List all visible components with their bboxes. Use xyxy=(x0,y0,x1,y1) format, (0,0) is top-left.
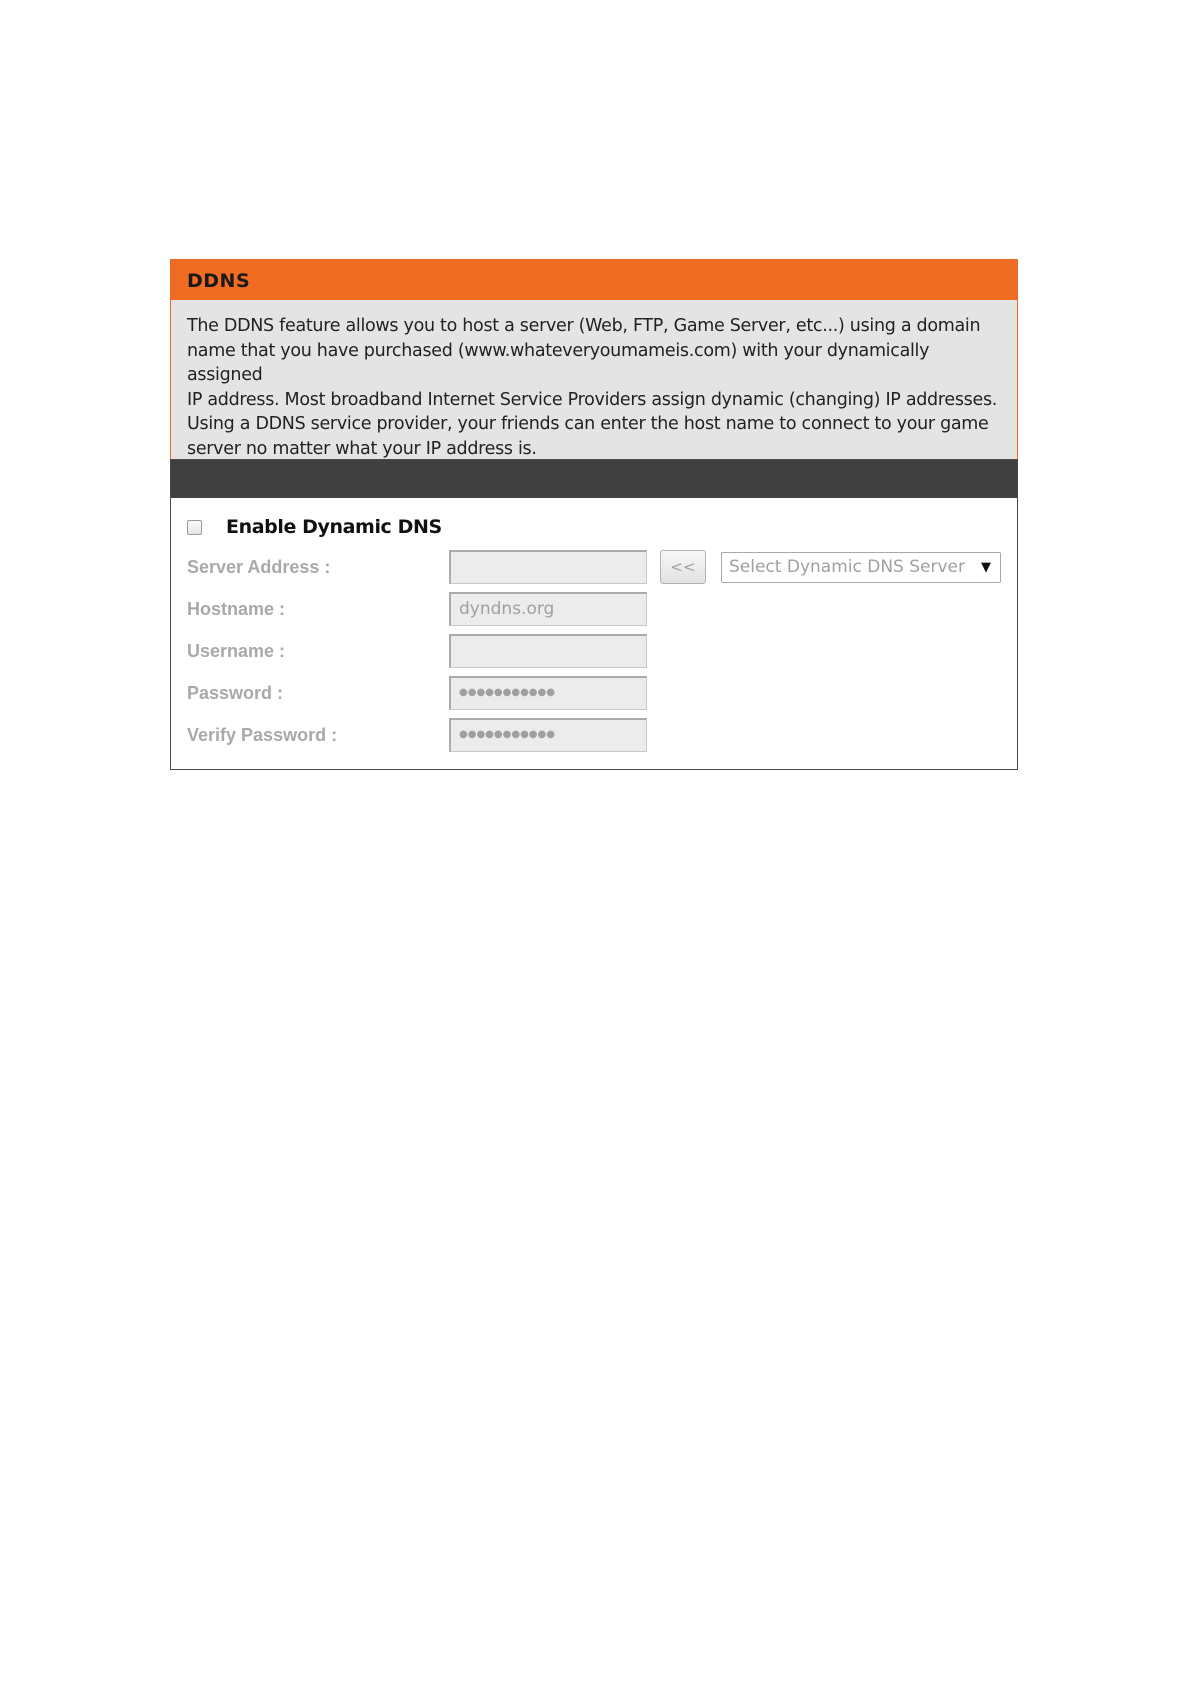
enable-ddns-checkbox[interactable] xyxy=(187,520,202,535)
panel-title: DDNS xyxy=(171,260,1017,300)
description-line: IP address. Most broadband Internet Service Providers assign dynamic (changing) IP addresses. xyxy=(187,389,998,410)
section-header-bar xyxy=(171,460,1017,498)
username-label: Username : xyxy=(187,641,286,661)
description-line: The DDNS feature allows you to host a server (Web, FTP, Game Server, etc...) using a domain xyxy=(187,316,981,336)
ddns-server-select[interactable] xyxy=(721,552,1001,583)
chevron-down-icon: ▼ xyxy=(981,560,991,575)
panel-description xyxy=(171,300,1017,475)
hostname-input[interactable]: dyndns.org xyxy=(449,592,647,626)
description-line: Using a DDNS service provider, your friends can enter the host name to connect to your game xyxy=(187,414,989,434)
description-line: server no matter what your IP address is. xyxy=(187,438,537,459)
enable-row xyxy=(187,516,442,538)
server-address-input[interactable] xyxy=(449,550,647,584)
password-input[interactable]: ●●●●●●●●●●● xyxy=(449,676,647,710)
username-input[interactable] xyxy=(449,634,647,668)
enable-ddns-label: Enable Dynamic DNS xyxy=(226,516,442,538)
ddns-server-select-value: Select Dynamic DNS Server xyxy=(729,557,965,577)
server-address-label: Server Address : xyxy=(187,557,331,577)
password-label: Password : xyxy=(187,683,284,703)
ddns-settings-panel xyxy=(170,459,1018,770)
hostname-label: Hostname : xyxy=(187,599,286,619)
copy-server-button[interactable]: << xyxy=(660,550,706,584)
verify-password-input[interactable]: ●●●●●●●●●●● xyxy=(449,718,647,752)
description-line: name that you have purchased (www.whateveryoumameis.com) with your dynamically assigned xyxy=(187,340,930,385)
ddns-info-panel xyxy=(170,259,1018,476)
verify-password-label: Verify Password : xyxy=(187,725,338,745)
